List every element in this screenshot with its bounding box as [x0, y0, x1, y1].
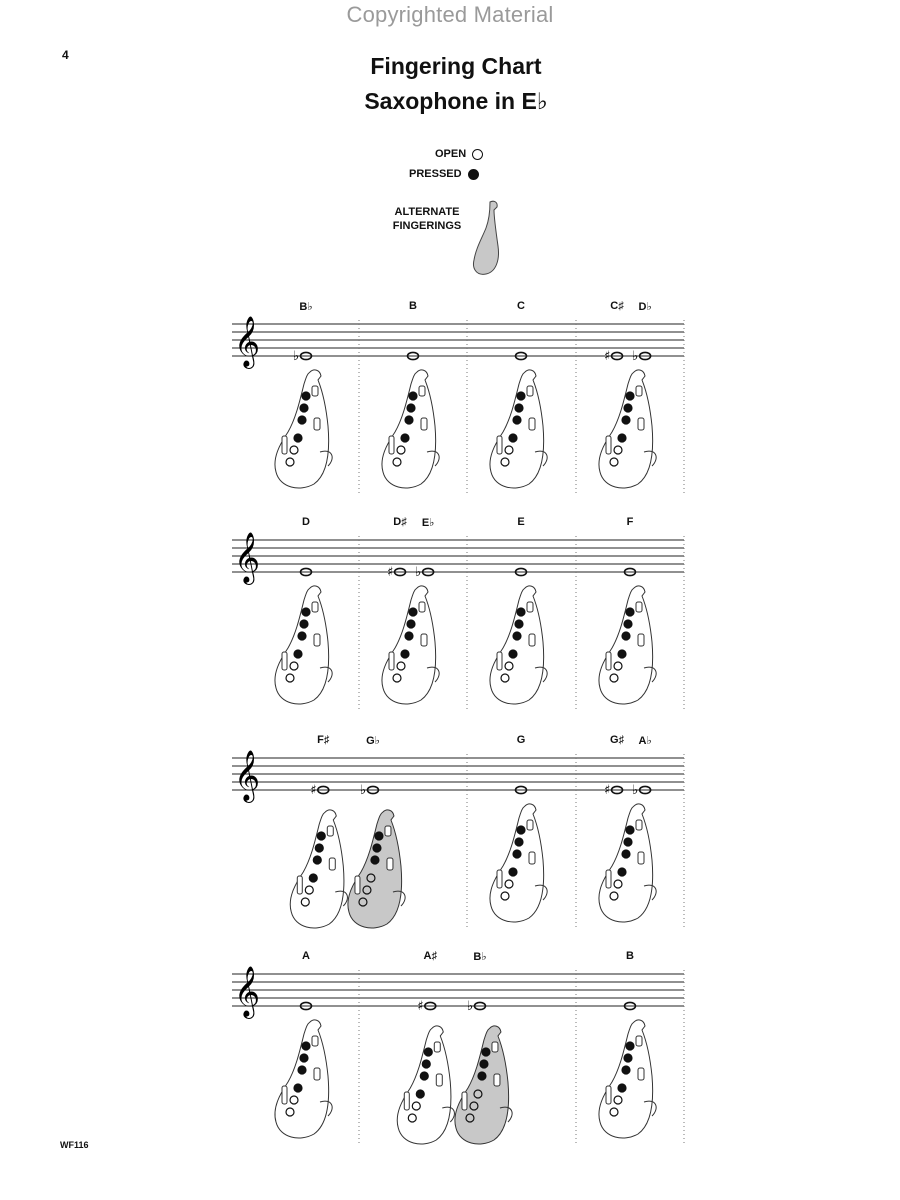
- sax-key: [515, 838, 523, 846]
- saxophone-fingering-diagram: [490, 370, 547, 488]
- sax-key: [405, 416, 413, 424]
- sax-key: [424, 1048, 432, 1056]
- fingering-row: [0, 296, 900, 506]
- note-name-label: G♭: [366, 735, 380, 747]
- saxophone-fingering-diagram: [275, 1020, 332, 1138]
- legend-pressed: [409, 168, 479, 180]
- sax-key: [517, 608, 525, 616]
- sax-key: [408, 1114, 416, 1122]
- saxophone-fingering-diagram: [382, 370, 439, 488]
- accidental-mark: ♭: [466, 999, 474, 1014]
- sax-key: [480, 1060, 488, 1068]
- sax-key: [298, 632, 306, 640]
- saxophone-fingering-diagram: [275, 370, 332, 488]
- sax-key: [513, 850, 521, 858]
- sax-key: [367, 874, 375, 882]
- sax-key: [286, 1108, 294, 1116]
- sax-key: [300, 404, 308, 412]
- sax-key: [305, 886, 313, 894]
- page-number: 4: [62, 48, 69, 62]
- sax-key: [626, 826, 634, 834]
- sax-key: [301, 898, 309, 906]
- sax-key: [298, 416, 306, 424]
- sax-key: [610, 458, 618, 466]
- sax-key: [470, 1102, 478, 1110]
- treble-clef-icon: 𝄞: [234, 750, 261, 801]
- saxophone-fingering-diagram: [599, 586, 656, 704]
- saxophone-fingering-diagram: [599, 804, 656, 922]
- sax-key: [294, 650, 302, 658]
- sax-key: [618, 1084, 626, 1092]
- sax-key: [302, 392, 310, 400]
- sax-key: [626, 608, 634, 616]
- sax-key: [290, 446, 298, 454]
- sax-key: [412, 1102, 420, 1110]
- sax-key: [309, 874, 317, 882]
- sax-key: [375, 832, 383, 840]
- sax-key: [317, 832, 325, 840]
- staff-svg: [0, 512, 900, 722]
- page-subtitle: Saxophone in E♭: [364, 88, 548, 114]
- note-name-label: B♭: [473, 951, 487, 963]
- sax-key: [624, 404, 632, 412]
- sax-key: [420, 1072, 428, 1080]
- sax-key: [509, 650, 517, 658]
- publication-code: WF116: [60, 1140, 89, 1150]
- sax-key: [422, 1060, 430, 1068]
- sax-key: [286, 674, 294, 682]
- accidental-mark: ♭: [632, 349, 639, 364]
- sax-key: [624, 838, 632, 846]
- copyright-watermark: Copyrighted Material: [346, 2, 554, 27]
- accidental-mark: ♯: [604, 349, 611, 364]
- sax-key: [401, 650, 409, 658]
- sax-key: [302, 1042, 310, 1050]
- sax-key: [515, 620, 523, 628]
- note-name-label: D: [302, 516, 310, 528]
- sax-key: [300, 620, 308, 628]
- note-name-label: F♯: [317, 734, 330, 746]
- staff-svg: [0, 946, 900, 1156]
- sax-key: [478, 1072, 486, 1080]
- pressed-key-icon: [468, 169, 479, 180]
- sax-key: [610, 1108, 618, 1116]
- sax-key: [501, 674, 509, 682]
- sax-key: [626, 392, 634, 400]
- note-name-label: A♯: [423, 950, 437, 962]
- sax-key: [409, 608, 417, 616]
- sax-key: [397, 446, 405, 454]
- sax-key: [371, 856, 379, 864]
- accidental-mark: ♯: [310, 783, 317, 798]
- sax-key: [416, 1090, 424, 1098]
- note-name-label: B: [409, 300, 417, 312]
- sax-key: [517, 826, 525, 834]
- note-name-label: A♭: [638, 735, 652, 747]
- sax-key: [393, 458, 401, 466]
- sax-key: [407, 620, 415, 628]
- saxophone-fingering-diagram: [275, 586, 332, 704]
- sax-key: [618, 434, 626, 442]
- sax-key: [294, 1084, 302, 1092]
- sax-key: [482, 1048, 490, 1056]
- sax-key: [513, 632, 521, 640]
- sax-key: [286, 458, 294, 466]
- sax-key: [397, 662, 405, 670]
- sax-key: [315, 844, 323, 852]
- saxophone-fingering-diagram: [599, 370, 656, 488]
- sax-key: [624, 620, 632, 628]
- treble-clef-icon: 𝄞: [234, 966, 261, 1017]
- sax-key: [515, 404, 523, 412]
- accidental-mark: ♭: [359, 783, 367, 798]
- fingering-row: [0, 730, 900, 940]
- saxophone-fingering-diagram: [290, 810, 347, 928]
- sax-key: [610, 892, 618, 900]
- sax-key: [405, 632, 413, 640]
- sax-key: [505, 446, 513, 454]
- sax-key: [505, 662, 513, 670]
- sax-key: [626, 1042, 634, 1050]
- sax-key: [513, 416, 521, 424]
- sax-key: [373, 844, 381, 852]
- legend-open-label: OPEN: [435, 148, 467, 160]
- sax-key: [290, 1096, 298, 1104]
- note-name-label: E: [517, 516, 525, 528]
- saxophone-fingering-diagram: [599, 1020, 656, 1138]
- sax-key: [290, 662, 298, 670]
- fingering-row: [0, 946, 900, 1156]
- sax-key: [509, 434, 517, 442]
- note-name-label: B: [626, 950, 634, 962]
- sax-key: [622, 416, 630, 424]
- accidental-mark: ♯: [417, 999, 424, 1014]
- note-name-label: B♭: [299, 301, 313, 313]
- note-name-label: F: [626, 516, 634, 528]
- sax-key: [614, 1096, 622, 1104]
- sax-key: [618, 868, 626, 876]
- note-name-label: C: [517, 300, 525, 312]
- sax-key: [393, 674, 401, 682]
- saxophone-fingering-diagram: [382, 586, 439, 704]
- sax-key: [618, 650, 626, 658]
- sax-key: [466, 1114, 474, 1122]
- note-name-label: E♭: [421, 517, 435, 529]
- sax-key: [501, 892, 509, 900]
- legend-pressed-label: PRESSED: [409, 168, 462, 180]
- sax-key: [401, 434, 409, 442]
- saxophone-fingering-diagram: [490, 586, 547, 704]
- sax-key: [474, 1090, 482, 1098]
- accidental-mark: ♭: [293, 349, 300, 364]
- note-name-label: D♭: [638, 301, 652, 313]
- sax-key: [622, 632, 630, 640]
- sax-key: [359, 898, 367, 906]
- sax-key: [300, 1054, 308, 1062]
- sax-key: [614, 662, 622, 670]
- alternate-saxophone-icon: [468, 198, 508, 280]
- sax-key: [614, 880, 622, 888]
- fingering-row: [0, 512, 900, 722]
- sax-key: [298, 1066, 306, 1074]
- sax-key: [624, 1054, 632, 1062]
- alternate-saxophone-fingering-diagram: [348, 810, 405, 928]
- note-name-label: C♯: [610, 300, 624, 312]
- page-title: Fingering Chart: [370, 53, 542, 79]
- sax-key: [294, 434, 302, 442]
- sax-key: [509, 868, 517, 876]
- sax-key: [409, 392, 417, 400]
- sax-key: [505, 880, 513, 888]
- sax-key: [501, 458, 509, 466]
- accidental-mark: ♭: [415, 565, 422, 580]
- accidental-mark: ♭: [632, 783, 639, 798]
- note-name-label: D♯: [393, 516, 407, 528]
- sax-key: [622, 850, 630, 858]
- staff-svg: [0, 730, 900, 940]
- note-name-label: A: [302, 950, 310, 962]
- note-name-label: G: [516, 734, 526, 746]
- legend-alternate-label: ALTERNATE FINGERINGS: [392, 206, 462, 232]
- sax-key: [517, 392, 525, 400]
- accidental-mark: ♯: [387, 565, 394, 580]
- staff-svg: [0, 296, 900, 506]
- sax-key: [363, 886, 371, 894]
- sax-key: [407, 404, 415, 412]
- treble-clef-icon: 𝄞: [234, 532, 261, 583]
- sax-key: [313, 856, 321, 864]
- accidental-mark: ♯: [604, 783, 611, 798]
- alternate-saxophone-fingering-diagram: [455, 1026, 512, 1144]
- treble-clef-icon: 𝄞: [234, 316, 261, 367]
- sax-key: [622, 1066, 630, 1074]
- sax-key: [302, 608, 310, 616]
- saxophone-fingering-diagram: [490, 804, 547, 922]
- open-key-icon: [472, 149, 483, 160]
- saxophone-fingering-diagram: [397, 1026, 454, 1144]
- note-name-label: G♯: [610, 734, 625, 746]
- sax-key: [614, 446, 622, 454]
- sax-key: [610, 674, 618, 682]
- legend-open: [435, 148, 483, 160]
